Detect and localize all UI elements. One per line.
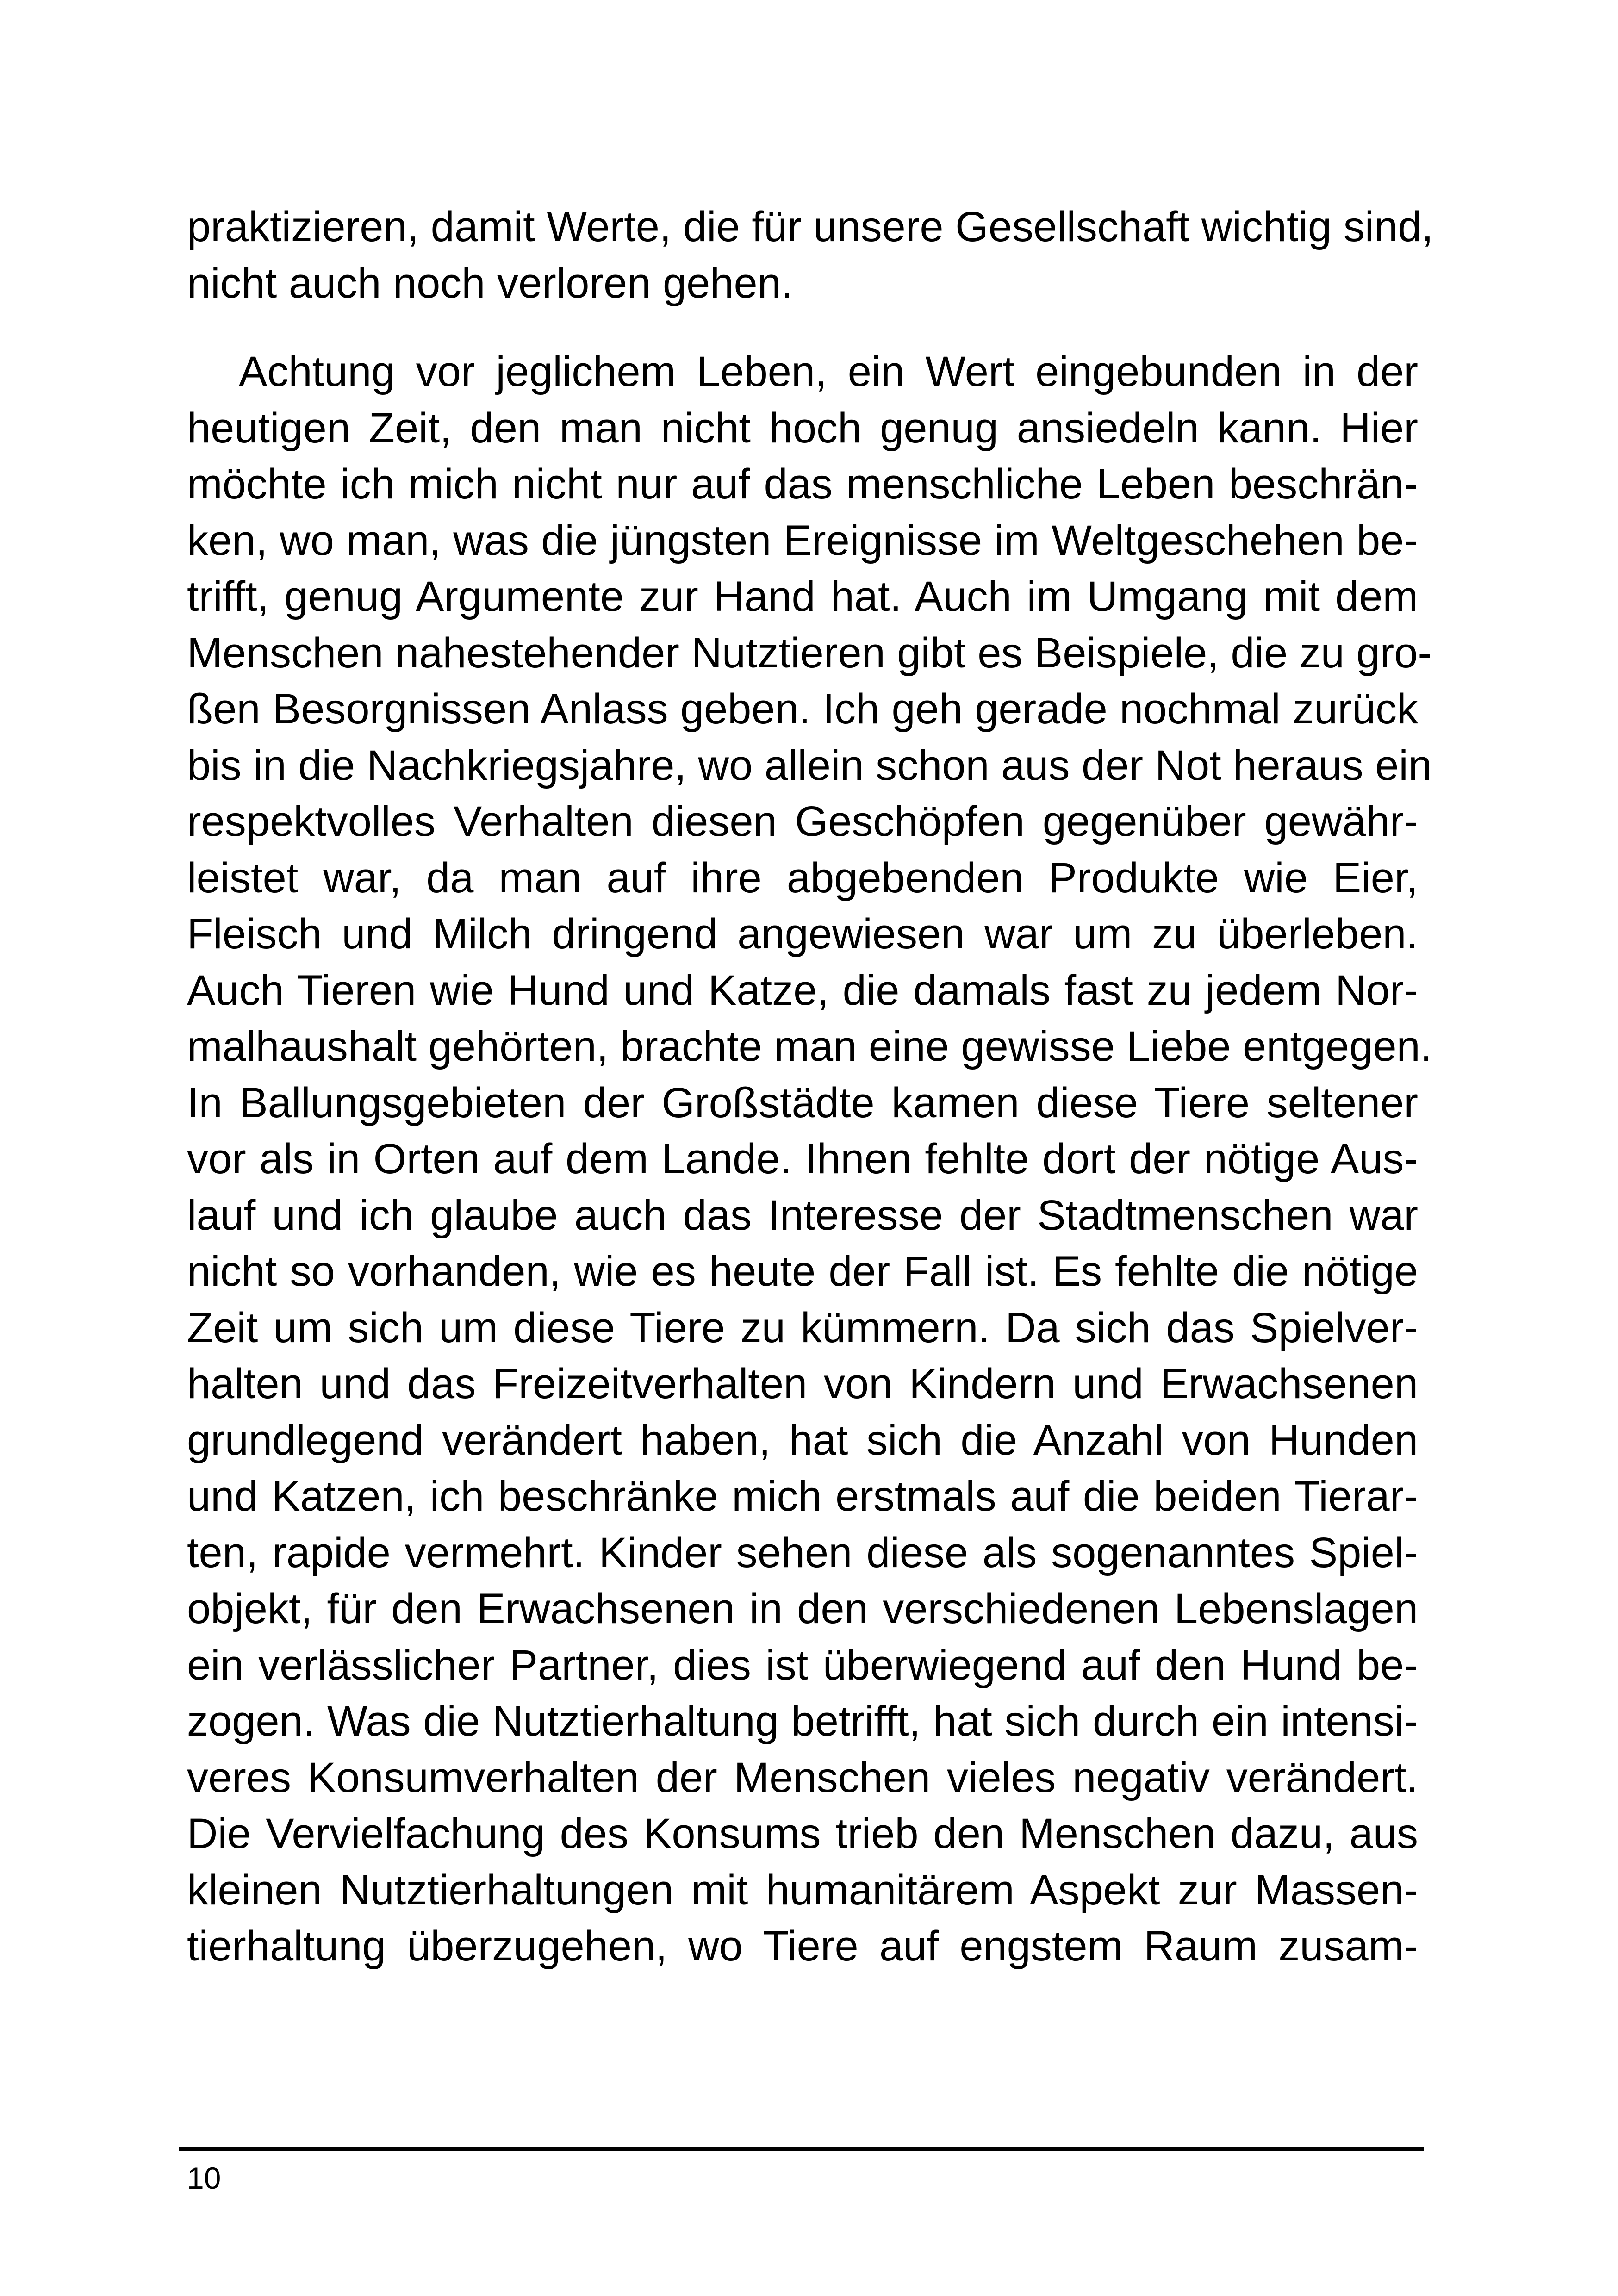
text-line: ken, wo man, was die jüngsten Ereignisse im Weltgeschehen be- <box>187 516 1418 564</box>
text-line: leistet war, da man auf ihre abgebenden Produkte wie Eier, <box>187 854 1418 902</box>
text-line: nicht so vorhanden, wie es heute der Fall ist. Es fehlte die nötige <box>187 1248 1418 1295</box>
text-line: Die Vervielfachung des Konsums trieb den Menschen dazu, aus <box>187 1810 1418 1857</box>
text-line: Achtung vor jeglichem Leben, ein Wert eingebunden in der <box>239 348 1418 395</box>
paragraph-spacing <box>187 311 1418 344</box>
text-line: bis in die Nachkriegsjahre, wo allein schon aus der Not heraus ein <box>187 741 1432 789</box>
text-line: praktizieren, damit Werte, die für unsere Gesellschaft wichtig sind, <box>187 203 1434 250</box>
text-line: tierhaltung überzugehen, wo Tiere auf engstem Raum zusam- <box>187 1923 1418 1970</box>
text-line: ten, rapide vermehrt. Kinder sehen diese als sogenanntes Spiel- <box>187 1529 1418 1576</box>
text-line: Fleisch und Milch dringend angewiesen war um zu überleben. <box>187 910 1418 958</box>
text-line: halten und das Freizeitverhalten von Kindern und Erwachsenen <box>187 1360 1418 1407</box>
footer-divider <box>179 2147 1424 2151</box>
text-line: zogen. Was die Nutztierhaltung betrifft, hat sich durch ein intensi- <box>187 1698 1418 1745</box>
text-line: In Ballungsgebieten der Großstädte kamen diese Tiere seltener <box>187 1079 1418 1126</box>
text-line: heutigen Zeit, den man nicht hoch genug ansiedeln kann. Hier <box>187 404 1418 452</box>
paragraph-2 <box>187 344 1432 1975</box>
text-line: objekt, für den Erwachsenen in den verschiedenen Lebenslagen <box>187 1585 1418 1632</box>
text-line: veres Konsumverhalten der Menschen vieles negativ verändert. <box>187 1754 1418 1801</box>
text-line: nicht auch noch verloren gehen. <box>187 259 793 307</box>
text-line: möchte ich mich nicht nur auf das menschliche Leben beschrän- <box>187 460 1418 508</box>
text-line: ßen Besorgnissen Anlass geben. Ich geh gerade nochmal zurück <box>187 685 1418 733</box>
text-line: kleinen Nutztierhaltungen mit humanitärem Aspekt zur Massen- <box>187 1866 1418 1914</box>
text-line: lauf und ich glaube auch das Interesse der Stadtmenschen war <box>187 1191 1418 1239</box>
text-line: Zeit um sich um diese Tiere zu kümmern. Da sich das Spielver- <box>187 1304 1418 1351</box>
text-line: Menschen nahestehender Nutztieren gibt es Beispiele, die zu gro- <box>187 629 1432 677</box>
text-line: respektvolles Verhalten diesen Geschöpfen gegenüber gewähr- <box>187 798 1418 845</box>
paragraph-1 <box>187 199 1434 311</box>
text-line: vor als in Orten auf dem Lande. Ihnen fehlte dort der nötige Aus- <box>187 1135 1418 1182</box>
text-line: Auch Tieren wie Hund und Katze, die damals fast zu jedem Nor- <box>187 966 1418 1014</box>
body-text <box>187 199 1434 1975</box>
text-line: grundlegend verändert haben, hat sich die Anzahl von Hunden <box>187 1416 1418 1464</box>
text-line: ein verlässlicher Partner, dies ist überwiegend auf den Hund be- <box>187 1641 1418 1689</box>
text-line: und Katzen, ich beschränke mich erstmals auf die beiden Tierar- <box>187 1473 1418 1520</box>
text-line: trifft, genug Argumente zur Hand hat. Auch im Umgang mit dem <box>187 573 1418 620</box>
page-number: 10 <box>187 2161 221 2195</box>
text-line: malhaushalt gehörten, brachte man eine gewisse Liebe entgegen. <box>187 1023 1432 1070</box>
